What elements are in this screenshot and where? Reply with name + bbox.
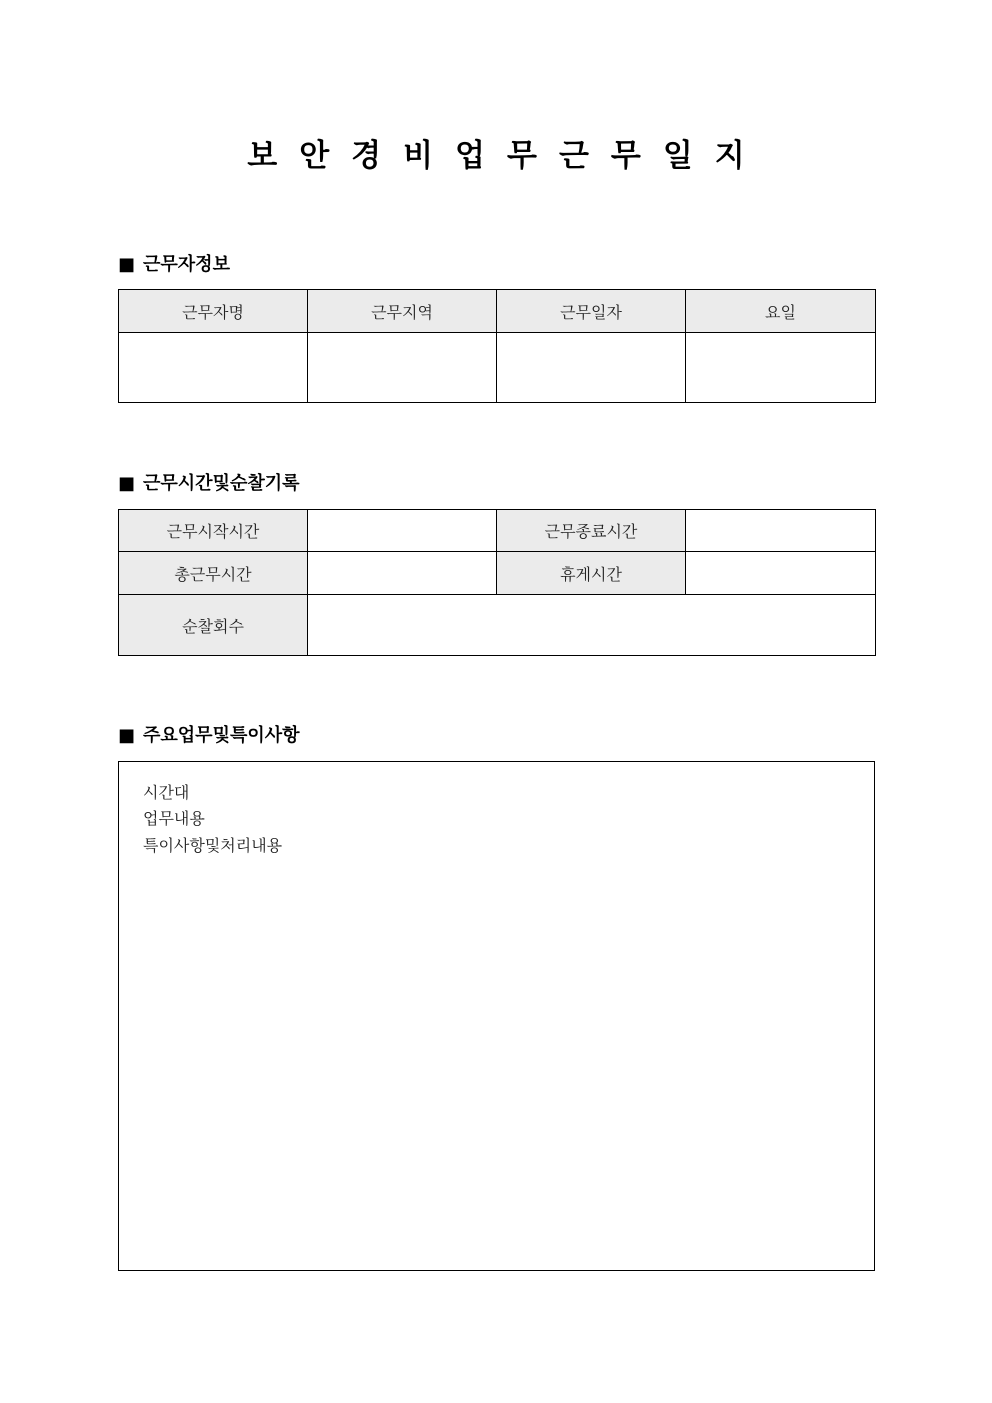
header-work-date: 근무일자 [497,290,686,333]
worker-name-field[interactable] [119,333,308,403]
label-total-time: 총근무시간 [119,552,308,595]
section-heading-time-patrol [118,471,300,497]
work-area-field[interactable] [308,333,497,403]
total-time-field[interactable] [308,552,497,595]
header-weekday: 요일 [686,290,876,333]
time-patrol-table [118,509,876,656]
label-patrol-count: 순찰회수 [119,595,308,656]
notes-line-work-content: 업무내용 [143,809,205,828]
section-heading-duties [118,723,300,749]
section-heading-label: 근무시간및순찰기록 [143,473,300,494]
section-heading-label: 주요업무및특이사항 [143,725,300,746]
end-time-field[interactable] [686,510,876,552]
section-heading-label: 근무자정보 [143,254,230,275]
label-start-time: 근무시작시간 [119,510,308,552]
notes-line-special-notes: 특이사항및처리내용 [143,836,283,855]
header-worker-name: 근무자명 [119,290,308,333]
document-title: 보안경비업무근무일지 [247,138,767,174]
square-bullet-icon: ■ [118,473,136,494]
break-time-field[interactable] [686,552,876,595]
square-bullet-icon: ■ [118,254,136,275]
label-break-time: 휴게시간 [497,552,686,595]
duties-notes-box[interactable] [118,761,875,1271]
worker-info-table [118,289,876,403]
notes-line-time-slot: 시간대 [143,783,190,802]
weekday-field[interactable] [686,333,876,403]
section-heading-worker-info [118,252,230,278]
square-bullet-icon: ■ [118,725,136,746]
patrol-count-field[interactable] [308,595,876,656]
work-date-field[interactable] [497,333,686,403]
start-time-field[interactable] [308,510,497,552]
header-work-area: 근무지역 [308,290,497,333]
label-end-time: 근무종료시간 [497,510,686,552]
